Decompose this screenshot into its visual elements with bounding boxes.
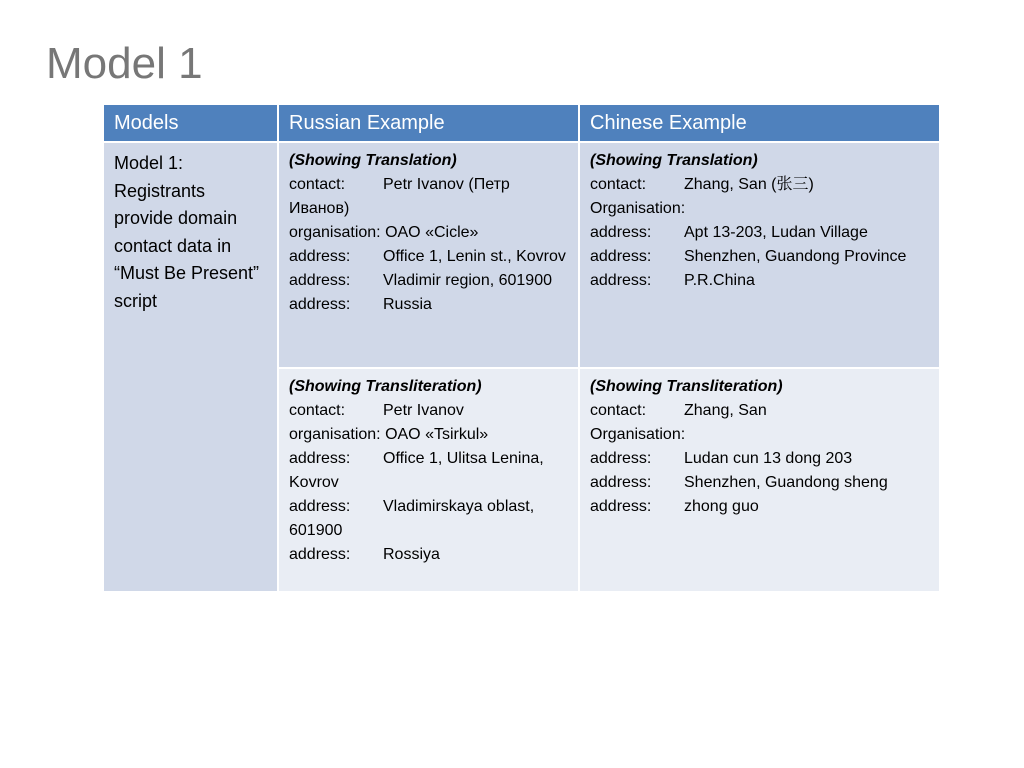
address-label: address: xyxy=(289,272,351,289)
address-line xyxy=(590,245,931,269)
example-caption: (Showing Translation) xyxy=(289,152,457,169)
table-row xyxy=(103,142,940,368)
address-line xyxy=(289,543,570,567)
header-russian-example: Russian Example xyxy=(278,104,579,142)
address-line xyxy=(289,269,570,293)
header-row xyxy=(103,104,940,142)
address-label: address: xyxy=(289,546,351,563)
organisation-line: Organisation: xyxy=(590,426,686,443)
chinese-transliteration-cell xyxy=(579,368,940,592)
address-label: address: xyxy=(590,474,652,491)
address-label: address: xyxy=(590,450,652,467)
example-caption: (Showing Translation) xyxy=(590,152,758,169)
contact-line xyxy=(590,399,931,423)
russian-translation-cell xyxy=(278,142,579,368)
contact-value: Petr Ivanov xyxy=(383,402,464,419)
address-line xyxy=(289,245,570,269)
chinese-translation-cell xyxy=(579,142,940,368)
contact-value: Zhang, San (张三) xyxy=(684,176,814,193)
address-value: Apt 13-203, Ludan Village xyxy=(684,224,868,241)
address-value: Vladimir region, 601900 xyxy=(383,272,552,289)
address-line xyxy=(590,221,931,245)
contact-line xyxy=(289,173,570,221)
contact-label: contact: xyxy=(590,402,647,419)
address-value: Russia xyxy=(383,296,432,313)
address-value: Ludan cun 13 dong 203 xyxy=(684,450,853,467)
russian-transliteration-cell xyxy=(278,368,579,592)
address-label: address: xyxy=(590,498,652,515)
address-value: Office 1, Lenin st., Kovrov xyxy=(383,248,566,265)
address-label: address: xyxy=(289,450,351,467)
header-chinese-example: Chinese Example xyxy=(579,104,940,142)
address-value: Office 1, Ulitsa Lenina, Kovrov xyxy=(289,450,544,491)
address-label: address: xyxy=(590,224,652,241)
address-value: Shenzhen, Guandong sheng xyxy=(684,474,888,491)
address-line xyxy=(590,495,931,519)
contact-label: contact: xyxy=(289,176,346,193)
header-models: Models xyxy=(103,104,278,142)
address-value: Rossiya xyxy=(383,546,440,563)
contact-label: contact: xyxy=(289,402,346,419)
address-line xyxy=(590,447,931,471)
contact-value: Zhang, San xyxy=(684,402,767,419)
model-description-cell: Model 1: Registrants provide domain contact data in “Must Be Present” script xyxy=(103,142,278,592)
example-caption: (Showing Transliteration) xyxy=(289,378,482,395)
contact-value: Petr Ivanov (Петр Иванов) xyxy=(289,176,510,217)
example-caption: (Showing Transliteration) xyxy=(590,378,783,395)
address-value: Shenzhen, Guandong Province xyxy=(684,248,907,265)
address-label: address: xyxy=(590,248,652,265)
contact-line xyxy=(289,399,570,423)
address-label: address: xyxy=(289,296,351,313)
address-value: P.R.China xyxy=(684,272,755,289)
contact-line xyxy=(590,173,931,197)
address-line xyxy=(289,495,570,543)
address-line xyxy=(590,471,931,495)
address-line xyxy=(289,447,570,495)
address-line xyxy=(289,293,570,317)
slide-title: Model 1 xyxy=(46,39,203,88)
address-label: address: xyxy=(289,248,351,265)
address-label: address: xyxy=(590,272,652,289)
models-table xyxy=(102,103,941,593)
address-label: address: xyxy=(289,498,351,515)
organisation-line: organisation: OAO «Cicle» xyxy=(289,224,479,241)
address-value: Vladimirskaya oblast, 601900 xyxy=(289,498,535,539)
organisation-line: organisation: OAO «Tsirkul» xyxy=(289,426,489,443)
address-value: zhong guo xyxy=(684,498,759,515)
organisation-line: Organisation: xyxy=(590,200,686,217)
address-line xyxy=(590,269,931,293)
contact-label: contact: xyxy=(590,176,647,193)
